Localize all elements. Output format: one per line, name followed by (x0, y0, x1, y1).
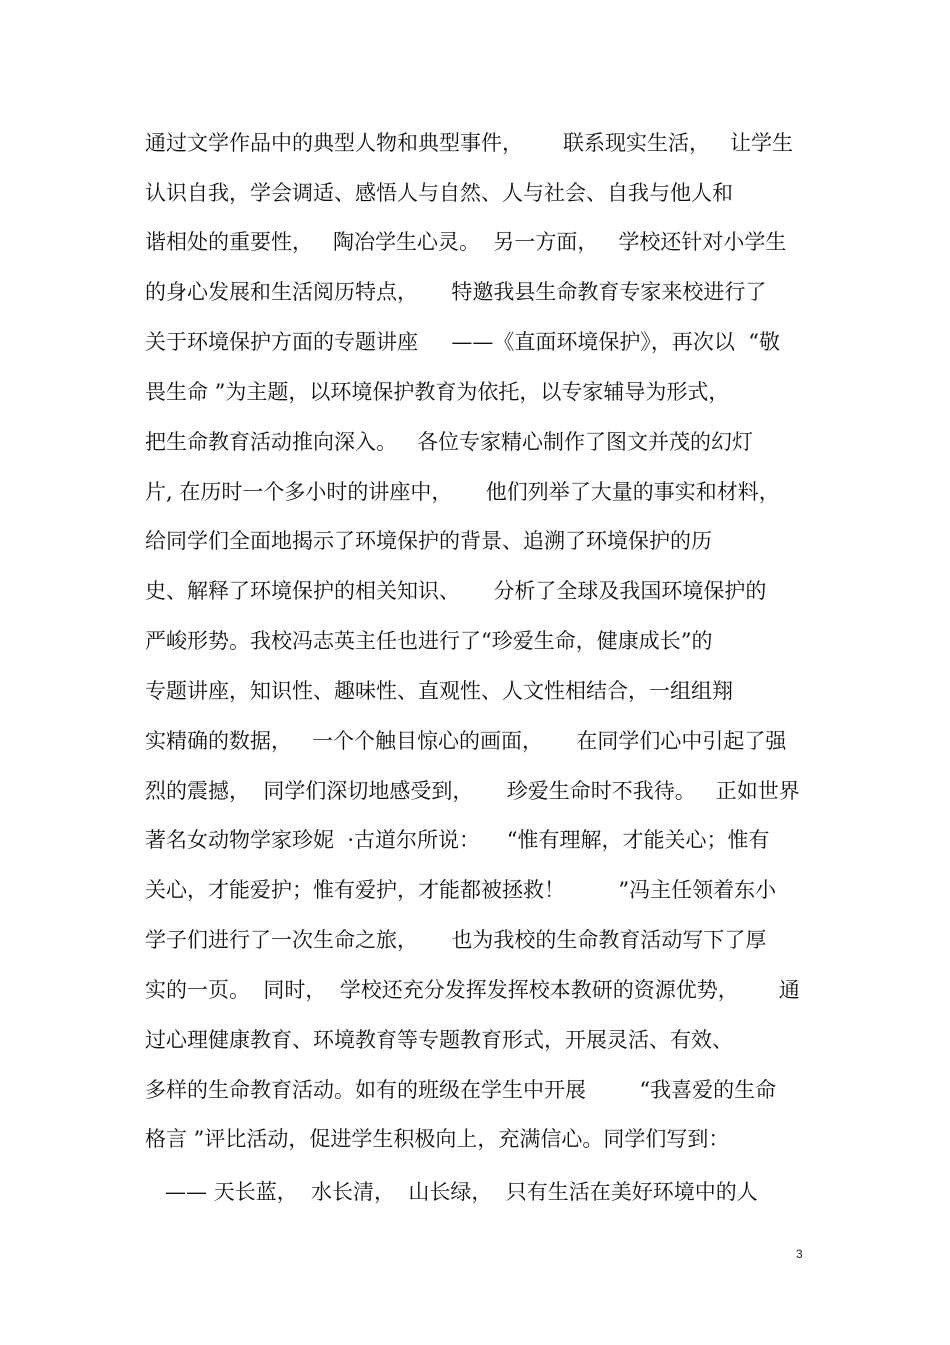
text-line: 给同学们全面地揭示了环境保护的背景、追溯了环境保护的历 (145, 529, 712, 553)
text-line: 著名女动物学家珍妮 ·古道尔所说： “惟有理解，才能关心；惟有 (145, 828, 770, 852)
text-line: 史、解释了环境保护的相关知识、 分析了全球及我国环境保护的 (145, 579, 767, 603)
text-line: 实精确的数据， 一个个触目惊心的画面， 在同学们心中引起了强 (145, 729, 787, 753)
text-line: 谐相处的重要性， 陶冶学生心灵。 另一方面， 学校还针对小学生 (145, 230, 787, 254)
text-line: 关心，才能爱护；惟有爱护，才能都被拯救！ ”冯主任领着东小 (145, 878, 777, 902)
text-line: 严峻形势。我校冯志英主任也进行了“珍爱生命，健康成长”的 (145, 629, 713, 653)
text-line: 过心理健康教育、环境教育等专题教育形式，开展灵活、有效、 (145, 1028, 733, 1052)
text-line: 认识自我，学会调适、感悟人与自然、人与社会、自我与他人和 (145, 181, 733, 205)
page-number: 3 (796, 1247, 803, 1261)
text-line: 实的一页。 同时， 学校还充分发挥发挥校本教研的资源优势， 通 (145, 978, 800, 1002)
text-line: 烈的震撼， 同学们深切地感受到， 珍爱生命时不我待。 正如世界 (145, 779, 800, 803)
text-line: 多样的生命教育活动。如有的班级在学生中开展 “我喜爱的生命 (145, 1078, 777, 1102)
text-line: 畏生命 ”为主题，以环境保护教育为依托，以专家辅导为形式， (145, 380, 730, 404)
text-line: 关于环境保护方面的专题讲座 ——《直面环境保护》，再次以 “敬 (145, 330, 780, 354)
text-line: 的身心发展和生活阅历特点， 特邀我县生命教育专家来校进行了 (145, 280, 767, 304)
text-line: 学子们进行了一次生命之旅， 也为我校的生命教育活动写下了厚 (145, 928, 767, 952)
text-line: 通过文学作品中的典型人物和典型事件， 联系现实生活， 让学生 (145, 131, 794, 155)
text-line: 格言 ”评比活动，促进学生积极向上，充满信心。同学们写到： (145, 1127, 730, 1151)
text-line: —— 天长蓝， 水长清， 山长绿， 只有生活在美好环境中的人 (145, 1180, 758, 1204)
text-line: 专题讲座，知识性、趣味性、直观性、人文性相结合，一组组翔 (145, 679, 733, 703)
text-line: 把生命教育活动推向深入。 各位专家精心制作了图文并茂的幻灯 (145, 430, 754, 454)
text-line: 片, 在历时一个多小时的讲座中， 他们列举了大量的事实和材料， (145, 480, 780, 504)
